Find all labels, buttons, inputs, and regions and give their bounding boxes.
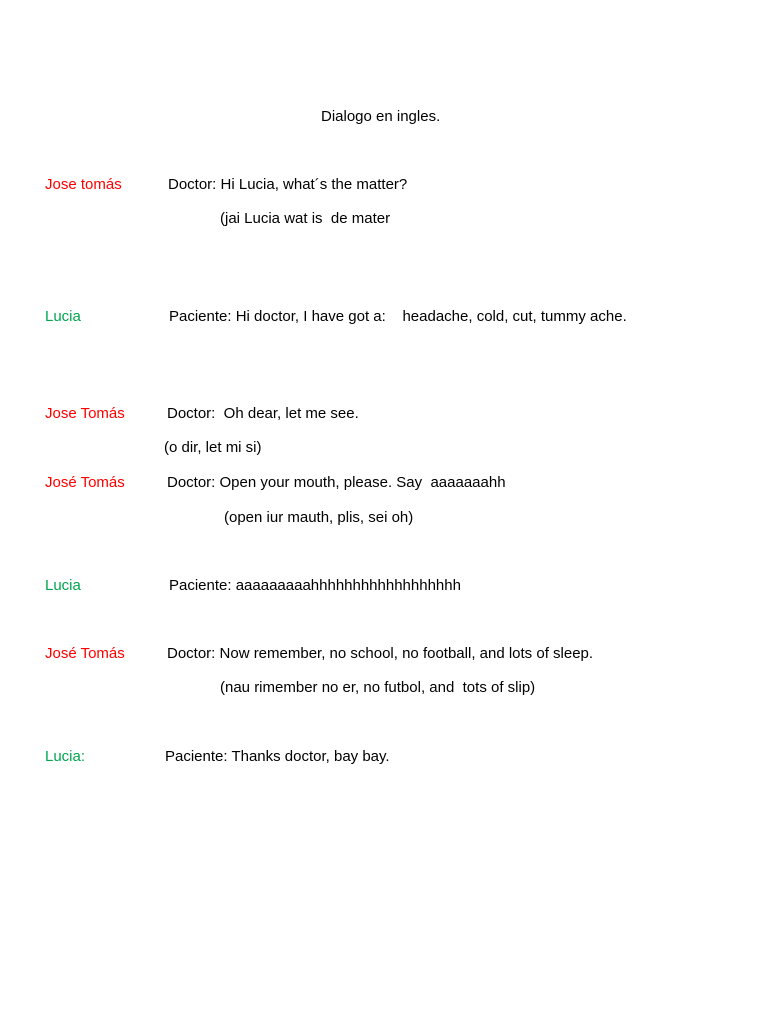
speaker-label: Jose tomás	[45, 176, 122, 193]
dialogue-line: Doctor: Open your mouth, please. Say aaaaaaahh	[167, 474, 506, 491]
speaker-label: Lucia	[45, 577, 81, 594]
speaker-label: José Tomás	[45, 474, 125, 491]
dialogue-line: Paciente: aaaaaaaaahhhhhhhhhhhhhhhhhh	[169, 577, 461, 594]
document-title: Dialogo en ingles.	[321, 108, 441, 125]
pronunciation-line: (o dir, let mi si)	[164, 439, 262, 456]
dialogue-line: Doctor: Oh dear, let me see.	[167, 405, 359, 422]
pronunciation-line: (open iur mauth, plis, sei oh)	[224, 509, 414, 526]
speaker-label: José Tomás	[45, 645, 125, 662]
dialogue-line: Paciente: Thanks doctor, bay bay.	[165, 748, 390, 765]
dialogue-line: Doctor: Hi Lucia, what´s the matter?	[168, 176, 408, 193]
dialogue-line: Doctor: Now remember, no school, no football, and lots of sleep.	[167, 645, 594, 662]
speaker-label: Jose Tomás	[45, 405, 125, 422]
pronunciation-line: (nau rimember no er, no futbol, and tots of slip)	[220, 679, 536, 696]
speaker-label: Lucia:	[45, 748, 86, 765]
speaker-label: Lucia	[45, 308, 81, 325]
dialogue-line: Paciente: Hi doctor, I have got a: headache, cold, cut, tummy ache.	[169, 308, 627, 325]
pronunciation-line: (jai Lucia wat is de mater	[220, 210, 391, 227]
